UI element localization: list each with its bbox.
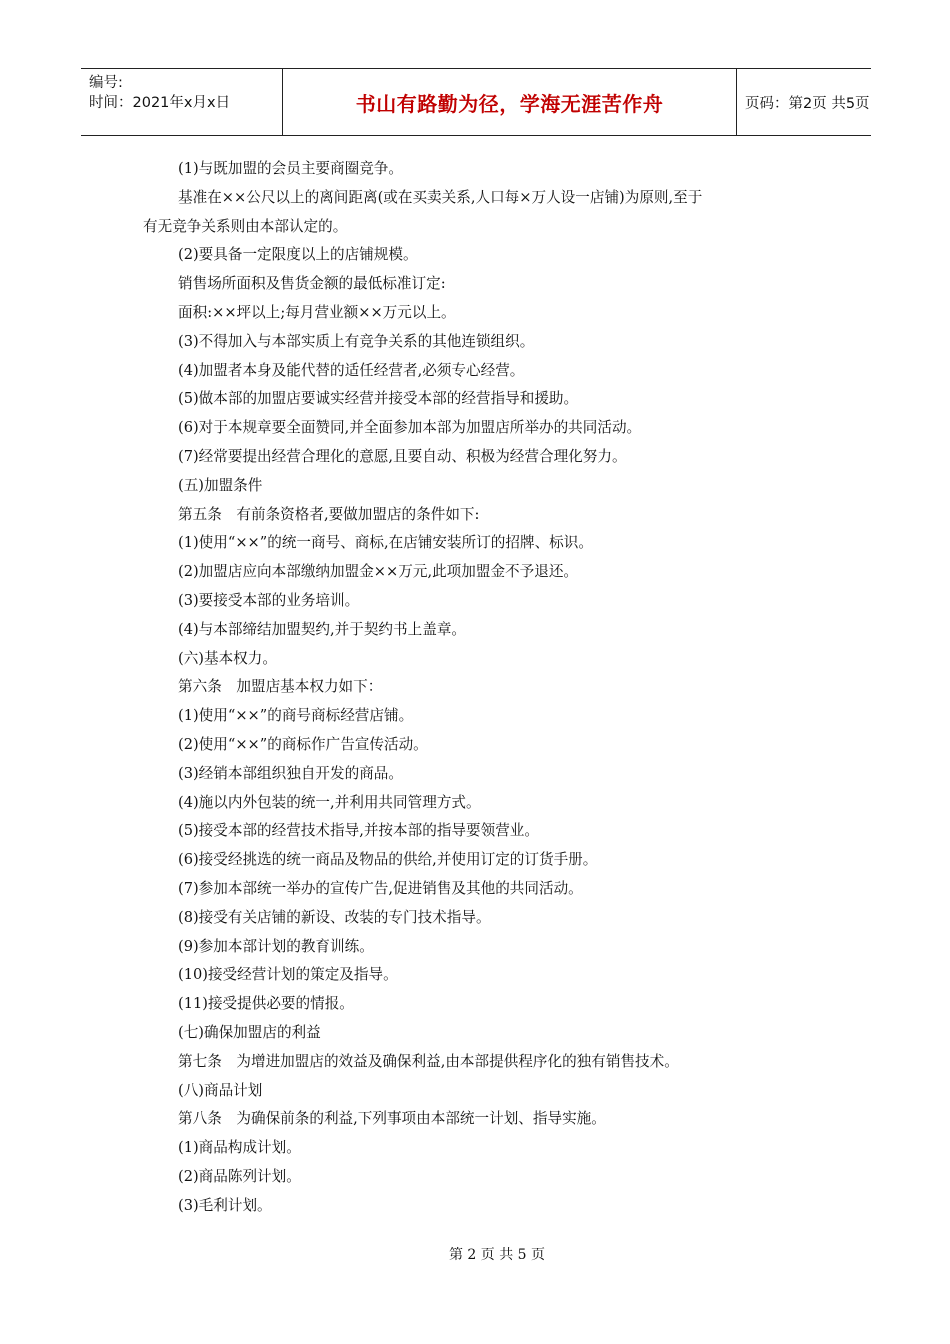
body-paragraph-line: (5)做本部的加盟店要诚实经营并接受本部的经营指导和援助。 xyxy=(178,390,579,408)
body-paragraph-line: (11)接受提供必要的情报。 xyxy=(178,995,354,1013)
header-page-info: 页码：第2页 共5页 xyxy=(745,95,870,112)
body-paragraph-line: (2)要具备一定限度以上的店铺规模。 xyxy=(178,246,418,264)
body-paragraph-line: (10)接受经营计划的策定及指导。 xyxy=(178,966,398,984)
body-paragraph-line: (2)使用“××”的商标作广告宣传活动。 xyxy=(178,735,428,753)
body-paragraph-line: 第七条 为增进加盟店的效益及确保利益,由本部提供程序化的独有销售技术。 xyxy=(178,1052,679,1070)
body-paragraph-line: (4)加盟者本身及能代替的适任经营者,必须专心经营。 xyxy=(178,361,525,379)
body-paragraph-line: (7)参加本部统一举办的宣传广告,促进销售及其他的共同活动。 xyxy=(178,879,583,897)
body-paragraph-line: (1)商品构成计划。 xyxy=(178,1139,301,1157)
body-paragraph-line: (8)接受有关店铺的新设、改装的专门技术指导。 xyxy=(178,908,491,926)
body-paragraph-line: (八)商品计划 xyxy=(178,1081,263,1099)
body-paragraph-line: (2)加盟店应向本部缴纳加盟金××万元,此项加盟金不予退还。 xyxy=(178,563,579,581)
body-paragraph-line: 第六条 加盟店基本权力如下： xyxy=(178,678,383,696)
body-paragraph-line: (4)与本部缔结加盟契约,并于契约书上盖章。 xyxy=(178,620,467,638)
body-paragraph-line: (7)经常要提出经营合理化的意愿,且要自动、积极为经营合理化努力。 xyxy=(178,447,627,465)
page-footer: 第 2 页 共 5 页 xyxy=(448,1247,546,1263)
body-paragraph-line: (5)接受本部的经营技术指导,并按本部的指导要领营业。 xyxy=(178,822,539,840)
body-paragraph-line: 基准在××公尺以上的离间距离(或在买卖关系,人口每×万人设一店铺)为原则,至于 xyxy=(178,188,703,206)
body-paragraph-line: (3)要接受本部的业务培训。 xyxy=(178,591,360,609)
body-paragraph-line: (七)确保加盟店的利益 xyxy=(178,1023,321,1041)
body-paragraph-line: (1)使用“××”的统一商号、商标,在店铺安装所订的招牌、标识。 xyxy=(178,534,593,552)
document-number-label: 编号: xyxy=(89,75,123,91)
body-paragraph-line: (9)参加本部计划的教育训练。 xyxy=(178,937,374,955)
document-time: 时间：2021年x月x日 xyxy=(89,95,231,111)
body-paragraph-line: (3)毛利计划。 xyxy=(178,1196,272,1214)
body-paragraph-line: (1)与既加盟的会员主要商圈竞争。 xyxy=(178,160,403,177)
body-paragraph-line: (6)接受经挑选的统一商品及物品的供给,并使用订定的订货手册。 xyxy=(178,851,598,869)
body-paragraph-line: 第八条 为确保前条的利益,下列事项由本部统一计划、指导实施。 xyxy=(178,1110,606,1128)
header-meta xyxy=(81,69,283,135)
body-paragraph-line: (2)商品陈列计划。 xyxy=(178,1167,301,1185)
body-paragraph-line: (6)对于本规章要全面赞同,并全面参加本部为加盟店所举办的共同活动。 xyxy=(178,419,642,437)
body-paragraph-line: 面积:××坪以上;每月营业额××万元以上。 xyxy=(178,303,456,321)
body-paragraph-line: (4)施以内外包装的统一,并利用共同管理方式。 xyxy=(178,793,481,811)
body-paragraph-line: 有无竞争关系则由本部认定的。 xyxy=(143,217,348,235)
body-paragraph-line: (3)不得加入与本部实质上有竞争关系的其他连锁组织。 xyxy=(178,332,535,350)
body-paragraph-line: (六)基本权力。 xyxy=(178,649,277,667)
body-paragraph-line: 第五条 有前条资格者,要做加盟店的条件如下: xyxy=(178,505,480,523)
header-motto: 书山有路勤为径，学海无涯苦作舟 xyxy=(283,69,737,135)
page-header xyxy=(81,68,871,136)
document-body xyxy=(143,155,814,1220)
body-paragraph-line: (五)加盟条件 xyxy=(178,476,263,494)
body-paragraph-line: (3)经销本部组织独自开发的商品。 xyxy=(178,764,403,782)
body-paragraph-line: 销售场所面积及售货金额的最低标准订定: xyxy=(178,275,446,293)
body-paragraph-line: (1)使用“××”的商号商标经营店铺。 xyxy=(178,707,414,725)
